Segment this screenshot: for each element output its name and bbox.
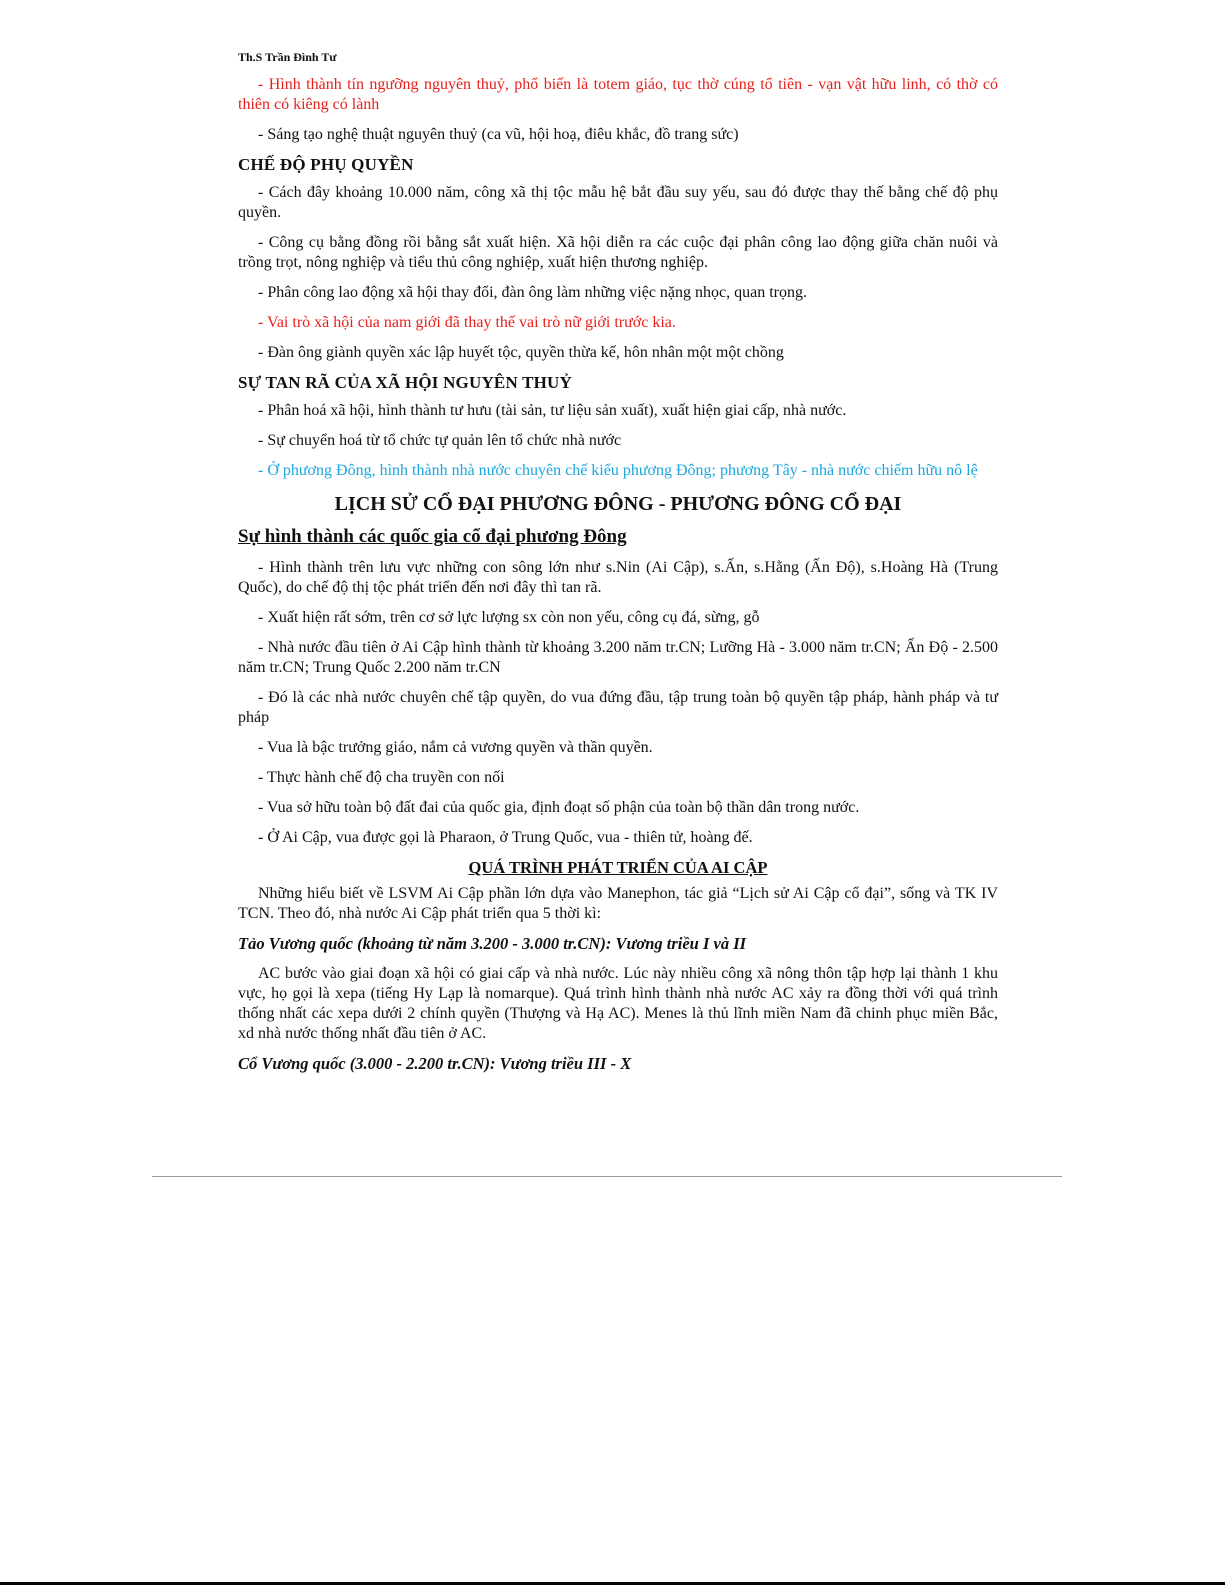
paragraph: - Hình thành trên lưu vực những con sông lớn như s.Nin (Ai Cập), s.Ấn, s.Hằng (Ấn Độ), s.Hoàng Hà (Trung Quốc), do chế độ thị tộc phát triển đến nơi đây thì tan rã. xyxy=(238,559,998,596)
paragraph: - Cách đây khoảng 10.000 năm, công xã thị tộc mẫu hệ bắt đầu suy yếu, sau đó được thay thế bằng chế độ phụ quyền. xyxy=(238,184,998,221)
paragraph: - Phân công lao động xã hội thay đổi, đàn ông làm những việc nặng nhọc, quan trọng. xyxy=(258,284,808,301)
paragraph: - Phân hoá xã hội, hình thành tư hưu (tài sản, tư liệu sản xuất), xuất hiện giai cấp, nhà nước. xyxy=(258,402,847,419)
section-heading: SỰ TAN RÃ CỦA XÃ HỘI NGUYÊN THUỶ xyxy=(238,373,572,392)
paragraph: AC bước vào giai đoạn xã hội có giai cấp và nhà nước. Lúc này nhiều công xã nông thôn tập hợp lại thành 1 khu vực, họ gọi là xepa (tiếng Hy Lạp là nomarque). Quá trình hình thành nhà nước AC xảy ra đồng thời với quá trình thống nhất các xepa dưới 2 chính quyền (Thượng và Hạ AC). Menes là thủ lĩnh miền Nam đã chinh phục miền Bắc, xd nhà nước thống nhất đầu tiên ở AC. xyxy=(238,965,998,1042)
section-subheading: Sự hình thành các quốc gia cổ đại phương Đông xyxy=(238,526,627,547)
page-divider xyxy=(152,1176,1062,1177)
section-heading: QUÁ TRÌNH PHÁT TRIỂN CỦA AI CẬP xyxy=(468,858,768,877)
paragraph: - Sự chuyển hoá từ tổ chức tự quản lên tổ chức nhà nước xyxy=(258,432,622,449)
paragraph: - Đàn ông giành quyền xác lập huyết tộc, quyền thừa kế, hôn nhân một một chồng xyxy=(258,344,784,361)
page-content xyxy=(238,50,998,1084)
paragraph: - Đó là các nhà nước chuyên chế tập quyền, do vua đứng đầu, tập trung toàn bộ quyền tập pháp, hành pháp và tư pháp xyxy=(238,689,998,726)
paragraph: - Hình thành tín ngưỡng nguyên thuỷ, phổ biến là totem giáo, tục thờ cúng tổ tiên - vạn vật hữu linh, có thờ có thiên có kiêng có lành xyxy=(238,76,998,113)
paragraph: - Xuất hiện rất sớm, trên cơ sở lực lượng sx còn non yếu, công cụ đá, sừng, gỗ xyxy=(258,609,760,626)
author-header: Th.S Trần Đình Tư xyxy=(238,50,337,64)
paragraph: - Sáng tạo nghệ thuật nguyên thuỷ (ca vũ, hội hoạ, điêu khắc, đồ trang sức) xyxy=(258,126,739,143)
paragraph: - Nhà nước đầu tiên ở Ai Cập hình thành từ khoảng 3.200 năm tr.CN; Lưỡng Hà - 3.000 năm tr.CN; Ấn Độ - 2.500 năm tr.CN; Trung Quốc 2.200 năm tr.CN xyxy=(238,639,998,676)
paragraph: - Ở phương Đông, hình thành nhà nước chuyên chế kiểu phương Đông; phương Tây - nhà nước chiếm hữu nô lệ xyxy=(258,462,978,479)
period-heading: Tảo Vương quốc (khoảng từ năm 3.200 - 3.000 tr.CN): Vương triều I và II xyxy=(238,934,747,953)
paragraph: - Vua là bậc trưởng giáo, nắm cả vương quyền và thần quyền. xyxy=(258,739,653,756)
section-heading: CHẾ ĐỘ PHỤ QUYỀN xyxy=(238,155,414,174)
paragraph: - Ở Ai Cập, vua được gọi là Pharaon, ở Trung Quốc, vua - thiên tử, hoàng đế. xyxy=(258,829,753,846)
paragraph: - Vai trò xã hội của nam giới đã thay thế vai trò nữ giới trước kia. xyxy=(258,314,676,331)
period-heading: Cổ Vương quốc (3.000 - 2.200 tr.CN): Vương triều III - X xyxy=(238,1054,632,1073)
paragraph: Những hiểu biết về LSVM Ai Cập phần lớn dựa vào Manephon, tác giả “Lịch sử Ai Cập cổ đại”, sống và TK IV TCN. Theo đó, nhà nước Ai Cập phát triển qua 5 thời kì: xyxy=(238,885,998,922)
paragraph: - Vua sở hữu toàn bộ đất đai của quốc gia, định đoạt số phận của toàn bộ thần dân trong nước. xyxy=(258,799,860,816)
paragraph: - Công cụ bằng đồng rồi bằng sắt xuất hiện. Xã hội diễn ra các cuộc đại phân công lao động giữa chăn nuôi và trồng trọt, nông nghiệp và tiểu thủ công nghiệp, xuất hiện thương nghiệp. xyxy=(238,234,998,271)
chapter-title: LỊCH SỬ CỔ ĐẠI PHƯƠNG ĐÔNG - PHƯƠNG ĐÔNG CỔ ĐẠI xyxy=(334,493,902,515)
paragraph: - Thực hành chế độ cha truyền con nối xyxy=(258,769,505,786)
